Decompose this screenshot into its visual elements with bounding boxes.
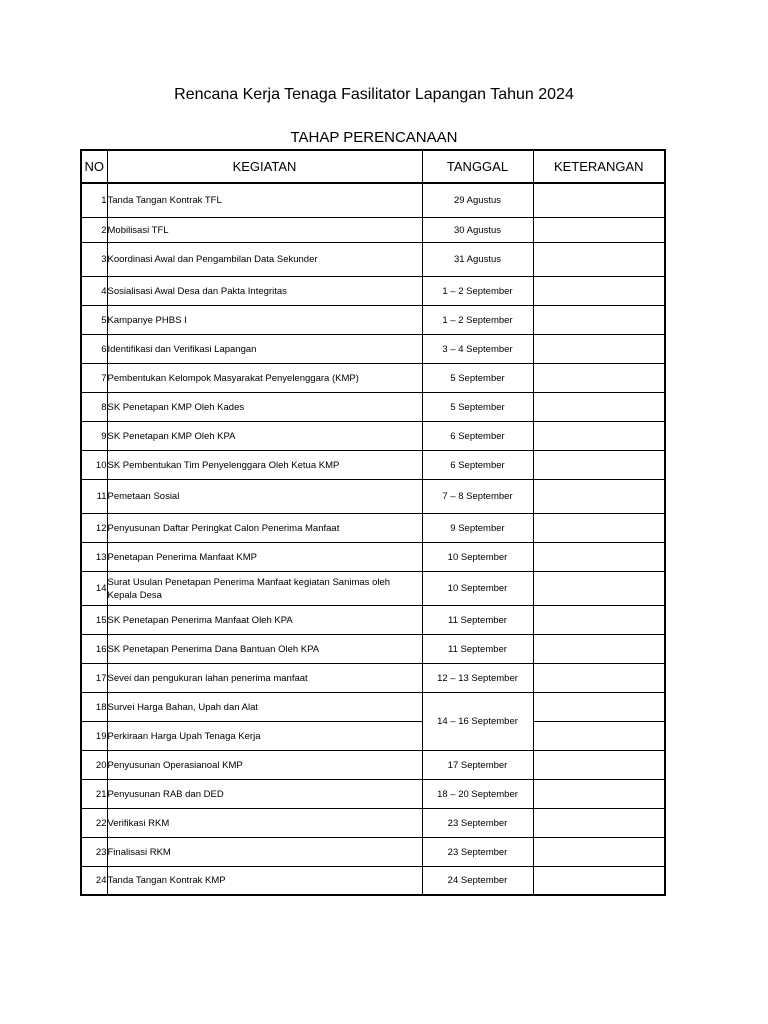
row-note [533, 183, 665, 218]
row-activity: SK Penetapan Penerima Dana Bantuan Oleh KPA [107, 635, 422, 664]
row-note [533, 218, 665, 243]
row-note [533, 335, 665, 364]
row-activity: Penyusunan Daftar Peringkat Calon Penerima Manfaat [107, 514, 422, 543]
row-date: 11 September [422, 635, 533, 664]
row-activity: SK Pembentukan Tim Penyelenggara Oleh Ketua KMP [107, 451, 422, 480]
row-activity: Surat Usulan Penetapan Penerima Manfaat kegiatan Sanimas oleh Kepala Desa [107, 572, 422, 606]
table-row [81, 543, 665, 572]
row-date: 5 September [422, 364, 533, 393]
row-activity: Mobilisasi TFL [107, 218, 422, 243]
row-number: 21 [81, 780, 107, 809]
row-note [533, 838, 665, 867]
row-date: 7 – 8 September [422, 480, 533, 514]
table-row [81, 572, 665, 606]
row-number: 18 [81, 693, 107, 722]
row-number: 8 [81, 393, 107, 422]
row-note [533, 572, 665, 606]
row-date: 24 September [422, 867, 533, 896]
row-number: 15 [81, 606, 107, 635]
document-title: Rencana Kerja Tenaga Fasilitator Lapangan Tahun 2024 [174, 86, 574, 103]
row-number: 12 [81, 514, 107, 543]
row-note [533, 422, 665, 451]
row-date: 23 September [422, 838, 533, 867]
section-subtitle: TAHAP PERENCANAAN [290, 129, 458, 146]
row-activity: Koordinasi Awal dan Pengambilan Data Sekunder [107, 243, 422, 277]
row-date: 9 September [422, 514, 533, 543]
row-note [533, 480, 665, 514]
row-activity: Survei Harga Bahan, Upah dan Alat [107, 693, 422, 722]
row-activity: Tanda Tangan Kontrak KMP [107, 867, 422, 896]
row-number: 9 [81, 422, 107, 451]
header-no: NO [81, 150, 107, 183]
row-number: 24 [81, 867, 107, 896]
header-note: KETERANGAN [533, 150, 665, 183]
row-activity: SK Penetapan KMP Oleh KPA [107, 422, 422, 451]
row-date: 29 Agustus [422, 183, 533, 218]
table-row [81, 393, 665, 422]
row-activity: Pembentukan Kelompok Masyarakat Penyelenggara (KMP) [107, 364, 422, 393]
row-note [533, 514, 665, 543]
row-activity: Pemetaan Sosial [107, 480, 422, 514]
table-row [81, 514, 665, 543]
row-date: 6 September [422, 451, 533, 480]
row-date: 10 September [422, 543, 533, 572]
row-date: 30 Agustus [422, 218, 533, 243]
row-note [533, 751, 665, 780]
table-row [81, 306, 665, 335]
row-note [533, 722, 665, 751]
table-header-row [81, 150, 665, 183]
row-activity: Penetapan Penerima Manfaat KMP [107, 543, 422, 572]
row-note [533, 451, 665, 480]
row-number: 17 [81, 664, 107, 693]
row-activity: Identifikasi dan Verifikasi Lapangan [107, 335, 422, 364]
row-number: 4 [81, 277, 107, 306]
row-number: 2 [81, 218, 107, 243]
row-number: 6 [81, 335, 107, 364]
table-row [81, 243, 665, 277]
row-note [533, 693, 665, 722]
row-note [533, 277, 665, 306]
row-number: 5 [81, 306, 107, 335]
row-activity: Penyusunan Operasianoal KMP [107, 751, 422, 780]
row-number: 16 [81, 635, 107, 664]
table-row [81, 751, 665, 780]
row-date: 1 – 2 September [422, 277, 533, 306]
row-number: 14 [81, 572, 107, 606]
table-row [81, 635, 665, 664]
table-row [81, 277, 665, 306]
row-note [533, 393, 665, 422]
row-note [533, 635, 665, 664]
row-note [533, 664, 665, 693]
table-row [81, 451, 665, 480]
row-number: 7 [81, 364, 107, 393]
row-note [533, 606, 665, 635]
row-number: 19 [81, 722, 107, 751]
row-activity: Perkiraan Harga Upah Tenaga Kerja [107, 722, 422, 751]
row-date: 31 Agustus [422, 243, 533, 277]
row-number: 23 [81, 838, 107, 867]
table-row [81, 838, 665, 867]
row-date: 11 September [422, 606, 533, 635]
table-row [81, 364, 665, 393]
table-row [81, 606, 665, 635]
table-row [81, 422, 665, 451]
row-date: 17 September [422, 751, 533, 780]
row-number: 3 [81, 243, 107, 277]
row-date: 5 September [422, 393, 533, 422]
row-number: 13 [81, 543, 107, 572]
row-number: 1 [81, 183, 107, 218]
row-date: 3 – 4 September [422, 335, 533, 364]
row-activity: Sevei dan pengukuran lahan penerima manfaat [107, 664, 422, 693]
table-row [81, 335, 665, 364]
row-note [533, 364, 665, 393]
row-date: 10 September [422, 572, 533, 606]
row-date-merged: 14 – 16 September [422, 693, 533, 751]
row-date: 6 September [422, 422, 533, 451]
row-date: 1 – 2 September [422, 306, 533, 335]
row-activity: SK Penetapan KMP Oleh Kades [107, 393, 422, 422]
header-date: TANGGAL [422, 150, 533, 183]
row-note [533, 809, 665, 838]
row-note [533, 780, 665, 809]
row-note [533, 867, 665, 896]
row-note [533, 306, 665, 335]
work-plan-table [80, 149, 666, 896]
table-row [81, 480, 665, 514]
table-row [81, 722, 665, 751]
row-activity: Finalisasi RKM [107, 838, 422, 867]
row-number: 10 [81, 451, 107, 480]
table-row [81, 809, 665, 838]
row-date: 23 September [422, 809, 533, 838]
row-activity: Kampanye PHBS I [107, 306, 422, 335]
row-activity: Verifikasi RKM [107, 809, 422, 838]
table-row [81, 693, 665, 722]
table-row [81, 218, 665, 243]
row-number: 20 [81, 751, 107, 780]
table-row [81, 780, 665, 809]
row-number: 22 [81, 809, 107, 838]
table-row [81, 867, 665, 896]
row-activity: Tanda Tangan Kontrak TFL [107, 183, 422, 218]
row-activity: Penyusunan RAB dan DED [107, 780, 422, 809]
row-number: 11 [81, 480, 107, 514]
row-note [533, 543, 665, 572]
table-row [81, 664, 665, 693]
header-activity: KEGIATAN [107, 150, 422, 183]
row-note [533, 243, 665, 277]
table-row [81, 183, 665, 218]
row-activity: SK Penetapan Penerima Manfaat Oleh KPA [107, 606, 422, 635]
row-date: 18 – 20 September [422, 780, 533, 809]
row-activity: Sosialisasi Awal Desa dan Pakta Integritas [107, 277, 422, 306]
row-date: 12 – 13 September [422, 664, 533, 693]
